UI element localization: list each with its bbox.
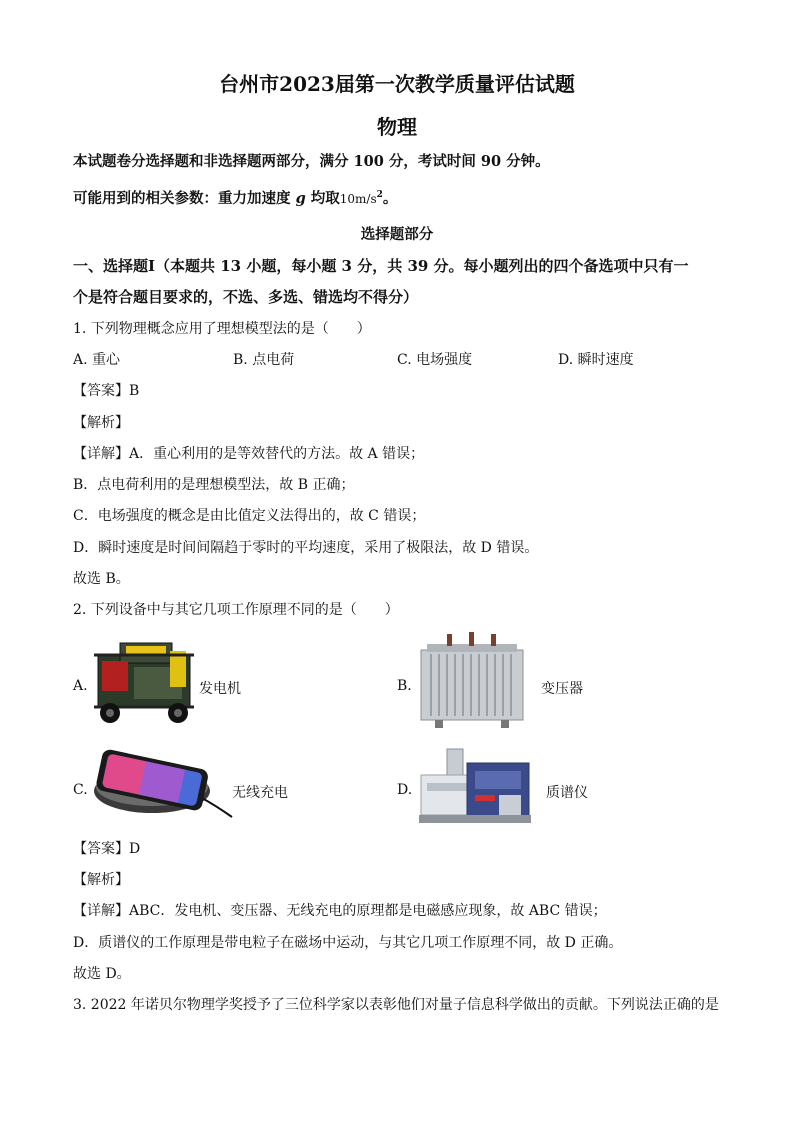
q1-detail-3: C．电场强度的概念是由比值定义法得出的，故 C 错误； <box>73 508 426 524</box>
q2-option-a-letter: A. <box>73 678 88 694</box>
q1-option-c: C. 电场强度 <box>397 352 473 368</box>
q1-option-b: B. 点电荷 <box>233 352 295 368</box>
intro-line-2 <box>73 187 397 208</box>
q2-detail-1: 【详解】ABC．发电机、变压器、无线充电的原理都是电磁感应现象，故 ABC 错误； <box>73 903 607 919</box>
exam-title: 台州市2023届第一次教学质量评估试题 <box>219 72 575 96</box>
q2-analysis-label: 【解析】 <box>73 872 129 888</box>
q1-detail-1: 【详解】A．重心利用的是等效替代的方法。故 A 错误； <box>73 446 425 462</box>
q1-option-a: A. 重心 <box>73 352 121 368</box>
generator-image <box>90 633 198 725</box>
q2-option-b-letter: B. <box>397 678 412 694</box>
q1-conclusion: 故选 B。 <box>73 571 130 587</box>
wireless-charger-image <box>90 745 235 821</box>
q2-stem: 2. 下列设备中与其它几项工作原理不同的是（ ） <box>73 602 399 618</box>
q2-option-d-label: 质谱仪 <box>546 785 588 801</box>
q2-option-c-label: 无线充电 <box>232 785 288 801</box>
q1-detail-4: D．瞬时速度是时间间隔趋于零时的平均速度，采用了极限法，故 D 错误。 <box>73 540 539 556</box>
intro-prefix: 可能用到的相关参数：重力加速度 <box>73 190 291 207</box>
mass-spectrometer-image <box>417 745 533 829</box>
q2-option-c-letter: C. <box>73 782 88 798</box>
intro-end: 。 <box>382 190 398 207</box>
q1-analysis-label: 【解析】 <box>73 415 129 431</box>
section-heading: 选择题部分 <box>360 226 434 243</box>
q2-answer: 【答案】D <box>73 841 141 857</box>
subject-title: 物理 <box>377 115 417 139</box>
intro-line-1: 本试题卷分选择题和非选择题两部分，满分 100 分，考试时间 90 分钟。 <box>73 153 550 170</box>
intro-mid: 均取 <box>310 190 340 207</box>
q2-conclusion: 故选 D。 <box>73 966 131 982</box>
q2-detail-2: D．质谱仪的工作原理是带电粒子在磁场中运动，与其它几项工作原理不同，故 D 正确。 <box>73 935 623 951</box>
q2-option-b-label: 变压器 <box>541 681 583 697</box>
gravity-exponent: 2 <box>376 190 383 201</box>
transformer-image <box>417 630 527 730</box>
q1-answer: 【答案】B <box>73 383 140 399</box>
q1-detail-2: B．点电荷利用的是理想模型法，故 B 正确； <box>73 477 355 493</box>
gravity-symbol: g <box>295 190 306 207</box>
q1-option-d: D. 瞬时速度 <box>558 352 634 368</box>
q3-stem: 3. 2022 年诺贝尔物理学奖授予了三位科学家以表彰他们对量子信息科学做出的贡献。下列说法正确的是 <box>73 997 719 1013</box>
q1-stem: 1. 下列物理概念应用了理想模型法的是（ ） <box>73 321 371 337</box>
part1-instructions-2: 个是符合题目要求的，不选、多选、错选均不得分） <box>73 288 419 306</box>
part1-instructions-1: 一、选择题Ⅰ（本题共 13 小题，每小题 3 分，共 39 分。每小题列出的四个备选项中只有一 <box>73 257 689 275</box>
q2-option-a-label: 发电机 <box>199 681 241 697</box>
q2-option-d-letter: D. <box>397 782 413 798</box>
gravity-value: 10m/s <box>339 192 377 206</box>
